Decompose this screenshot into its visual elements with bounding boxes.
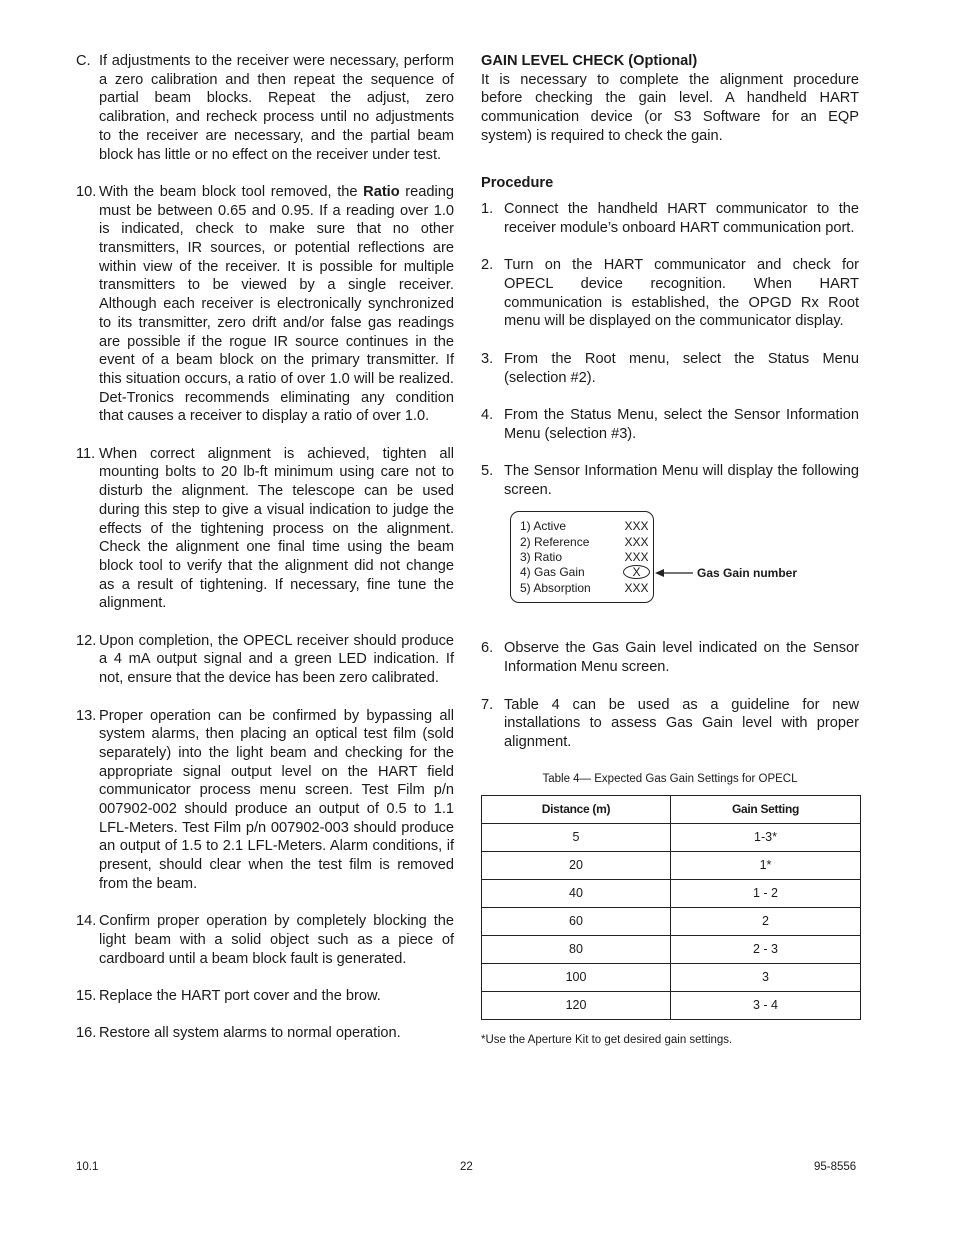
gain-cell: 1-3*: [671, 824, 861, 852]
gain-cell: 2 - 3: [671, 936, 861, 964]
step-12: [76, 632, 454, 688]
step-text: [99, 183, 454, 426]
step-text: From the Root menu, select the Status Menu (selection #2).: [504, 350, 859, 386]
screen-row-value: XXX: [624, 519, 649, 534]
distance-cell: 120: [482, 992, 671, 1020]
left-column: [76, 52, 454, 1062]
procedure-step-2: [481, 256, 859, 331]
distance-cell: 5: [482, 824, 671, 852]
step-10: [76, 183, 454, 426]
ratio-bold: Ratio: [363, 183, 400, 200]
table-row: [482, 992, 861, 1020]
table-row: [482, 908, 861, 936]
footer-document-number: 95-8556: [814, 1161, 857, 1173]
step-text: Table 4 can be used as a guideline for new installations to assess Gas Gain level with proper alignment.: [504, 696, 859, 750]
step-11: [76, 445, 454, 613]
sensor-info-figure: [481, 511, 859, 621]
step-text: Replace the HART port cover and the brow.: [99, 988, 381, 1005]
gain-heading: GAIN LEVEL CHECK (Optional): [481, 53, 698, 69]
step-number: 10.: [76, 183, 97, 200]
step-number: 7.: [481, 696, 494, 713]
step-text: Restore all system alarms to normal operation.: [99, 1025, 401, 1042]
step-text: Upon completion, the OPECL receiver should produce a 4 mA output signal and a green LED indication. If not, ensure that the device has been zero calibrated.: [99, 632, 454, 687]
communicator-screen: [510, 511, 654, 603]
screen-row-value: XXX: [624, 580, 649, 595]
step-number: 5.: [481, 463, 494, 479]
procedure-step-5: [481, 462, 859, 499]
table-caption: Table 4— Expected Gas Gain Settings for OPECL: [542, 773, 798, 786]
step-number: 6.: [481, 640, 494, 657]
gain-cell: 3 - 4: [671, 992, 861, 1020]
gain-cell: 3: [671, 964, 861, 992]
right-column: [481, 52, 859, 1050]
distance-cell: 60: [482, 908, 671, 936]
screen-row: [520, 565, 650, 580]
table-footnote: *Use the Aperture Kit to get desired gain settings.: [481, 1034, 733, 1046]
step-text: If adjustments to the receiver were necessary, perform a zero calibration and then repeat the sequence of partial beam blocks. Repeat the adjust, zero calibration, and recheck process until no adjustments to the receiver are necessary, and the partial beam block has little or no effect on the receiver under test.: [99, 53, 454, 163]
step-text: Turn on the HART communicator and check for OPECL device recognition. When HART communication is established, the OPGD Rx Root menu will be displayed on the communicator display.: [504, 257, 859, 330]
screen-row-value: XXX: [624, 534, 649, 549]
distance-cell: 40: [482, 880, 671, 908]
table-row: [482, 852, 861, 880]
step-text: The Sensor Information Menu will display the following screen.: [504, 463, 859, 498]
step-text: Observe the Gas Gain level indicated on the Sensor Information Menu screen.: [504, 640, 859, 676]
step-text: When correct alignment is achieved, tighten all mounting bolts to 20 lb-ft minimum using care not to disturb the alignment. The telescope can be used during this step to give a visual indication to judge the effects of the tightening process on the alignment. Check the alignment one final time using the beam block tool to verify that the alignment did not change as a result of tightening. If necessary, fine tune the alignment.: [99, 445, 454, 612]
arrow-left-icon: [655, 568, 695, 578]
step-15: [76, 987, 454, 1006]
table-header-row: [482, 796, 861, 824]
step-text-part: With the beam block tool removed, the: [99, 183, 364, 200]
step-number: 11.: [76, 445, 96, 462]
gas-gain-callout: Gas Gain number: [697, 566, 798, 581]
step-number: 14.: [76, 913, 97, 930]
step-number: 2.: [481, 257, 494, 274]
distance-cell: 20: [482, 852, 671, 880]
step-c: [76, 52, 454, 164]
step-text-part: reading must be between 0.65 and 0.95. If a reading over 1.0 is indicated, check to make sure that no other transmitters, IR sources, or potential reflections are within view of the receiver. It is possible for multiple transmitters to be viewed by a single receiver. Although each receiver is electronically synchronized to its transmitter, zero drift and/or false gas readings are possible if the rogue IR source continues in the event of a beam block on the primary transmitter. If this situation occurs, a ratio of over 1.0 will be realized. Det-Tronics recommends eliminating any condition that causes a receiver to display a ratio of over 1.0.: [99, 183, 454, 425]
step-16: [76, 1024, 454, 1043]
column-header: Distance (m): [482, 796, 671, 824]
column-header: Gain Setting: [671, 796, 861, 824]
screen-row: [520, 550, 650, 565]
gain-settings-table: [481, 795, 861, 1020]
step-text: Confirm proper operation by completely blocking the light beam with a solid object such as a piece of cardboard until a beam block fault is generated.: [99, 913, 454, 967]
gain-cell: 2: [671, 908, 861, 936]
step-13: [76, 707, 454, 894]
distance-cell: 80: [482, 936, 671, 964]
screen-row: [520, 581, 650, 596]
screen-row-label: 2) Reference: [520, 534, 590, 549]
step-number: 3.: [481, 350, 494, 367]
gain-cell: 1 - 2: [671, 880, 861, 908]
step-text: From the Status Menu, select the Sensor Information Menu (selection #3).: [504, 406, 859, 442]
screen-row-label: 5) Absorption: [520, 580, 591, 595]
table-row: [482, 964, 861, 992]
procedure-step-1: [481, 200, 859, 237]
screen-row: [520, 519, 650, 534]
screen-row: [520, 535, 650, 550]
footer-page-number: 22: [460, 1161, 473, 1173]
gas-gain-value-cell: [623, 565, 650, 580]
procedure-heading: Procedure: [481, 174, 554, 191]
footer-revision: 10.1: [76, 1161, 99, 1173]
table-row: [482, 936, 861, 964]
step-number: 1.: [481, 201, 494, 218]
gain-cell: 1*: [671, 852, 861, 880]
screen-row-value: XXX: [624, 550, 649, 564]
table-row: [482, 880, 861, 908]
screen-row-label: 4) Gas Gain: [520, 565, 585, 580]
step-number: 16.: [76, 1025, 97, 1042]
distance-cell: 100: [482, 964, 671, 992]
step-text: Proper operation can be confirmed by bypassing all system alarms, then placing an optical test film (sold separately) into the light beam and checking for the appropriate signal output level on the HART field communicator process menu screen. Test Film p/n 007902-002 should produce an output of 0.5 to 1.1 LFL-Meters. Test Film p/n 007902-003 should produce an output of 1.5 to 2.1 LFL-Meters. Alarm conditions, if present, should clear when the test film is removed from the beam.: [99, 707, 454, 892]
screen-row-label: 1) Active: [520, 519, 567, 534]
step-number: C.: [76, 53, 91, 69]
step-number: 4.: [481, 406, 494, 423]
procedure-step-6: [481, 639, 859, 676]
screen-row-label: 3) Ratio: [520, 550, 563, 564]
gas-gain-circled-value: X: [623, 565, 650, 579]
step-number: 12.: [76, 632, 97, 649]
step-number: 15.: [76, 988, 97, 1005]
table-row: [482, 824, 861, 852]
procedure-step-7: [481, 696, 859, 752]
procedure-step-4: [481, 406, 859, 443]
step-14: [76, 912, 454, 968]
step-text: Connect the handheld HART communicator to the receiver module’s onboard HART communication port.: [504, 201, 859, 236]
procedure-step-3: [481, 350, 859, 387]
gain-intro: It is necessary to complete the alignment procedure before checking the gain level. A handheld HART communication device (or S3 Software for an EQP system) is required to check the gain.: [481, 71, 859, 144]
step-number: 13.: [76, 707, 97, 724]
